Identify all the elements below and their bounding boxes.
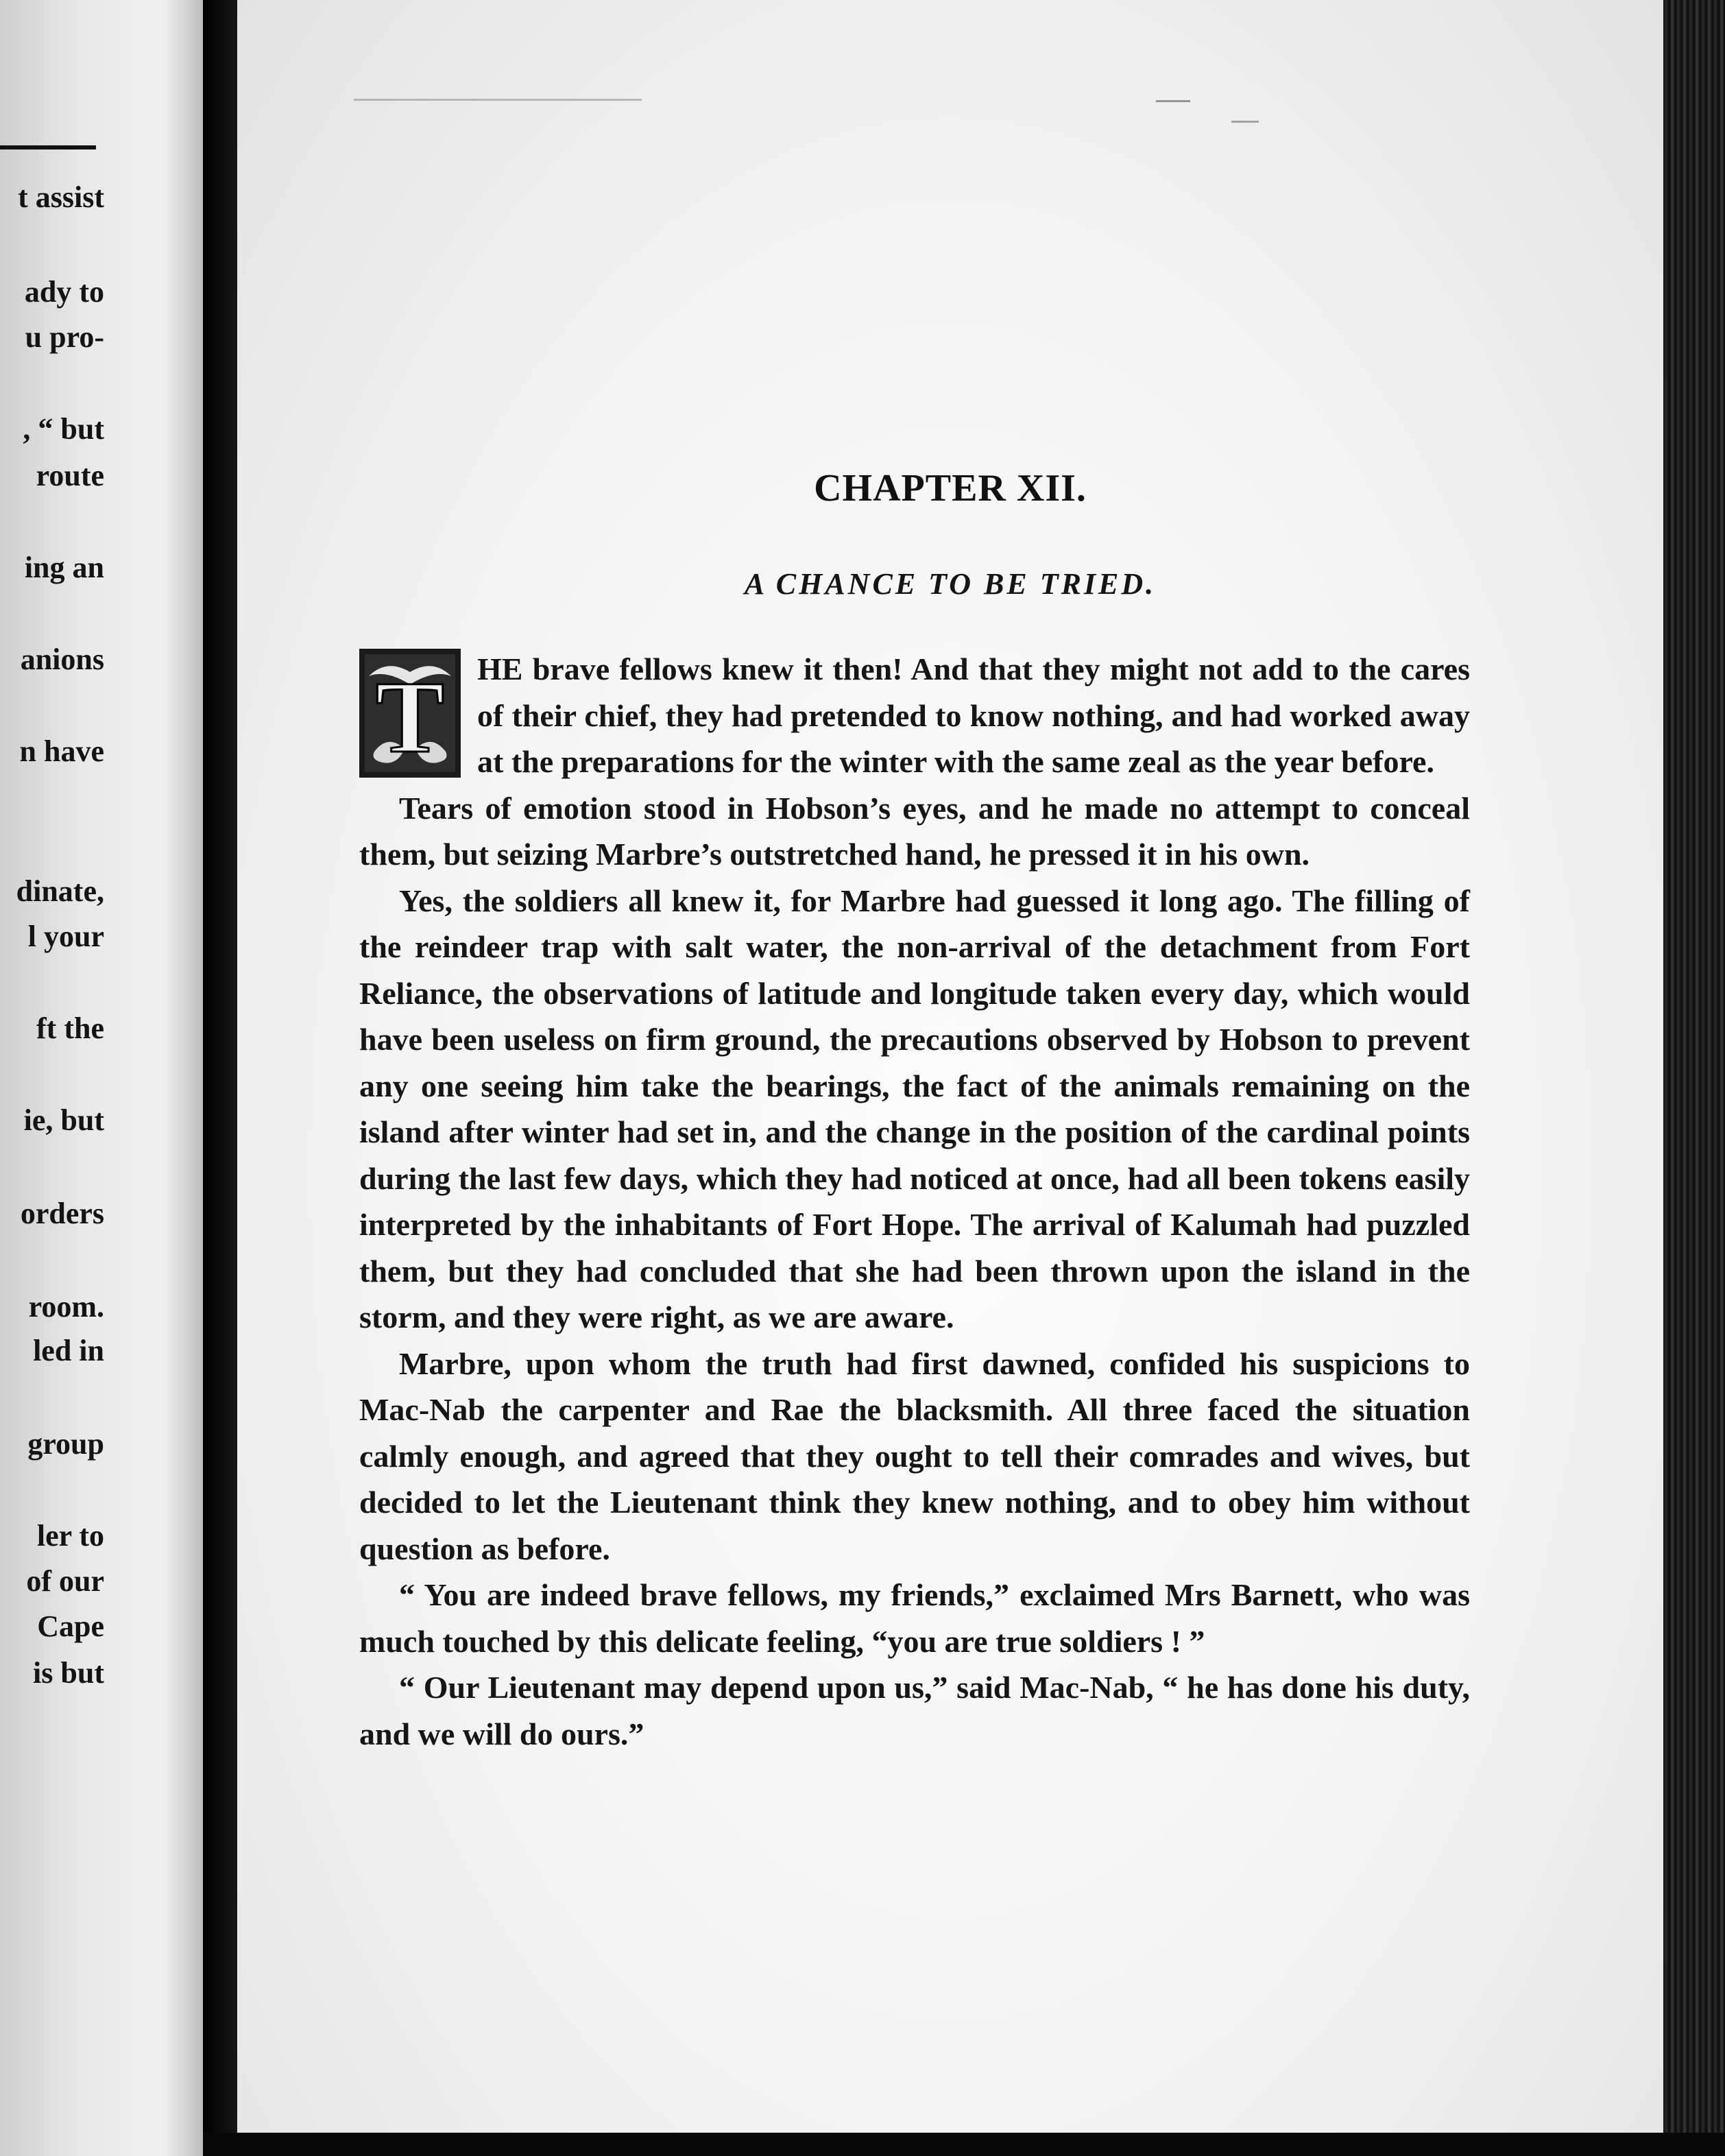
page-edge <box>1663 0 1725 2156</box>
left-page-fragment: u pro- <box>25 320 104 354</box>
svg-text:T: T <box>375 660 445 774</box>
page-bottom-edge <box>203 2133 1725 2156</box>
paragraph <box>359 646 1470 785</box>
left-page-fragment: of our <box>26 1564 104 1598</box>
left-page-fragment: Cape <box>37 1609 104 1643</box>
paragraph: Marbre, upon whom the truth had first dawned, confided his suspicions to Mac-Nab the carpenter and Rae the blacksmith. All three faced the situation calmly enough, and agreed that they ought to tell their comrades and wives, but decided to let the Lieutenant think they knew nothing, and to obey him without question as before. <box>359 1345 1470 1566</box>
left-page-rule <box>0 145 96 149</box>
left-page-fragment: l your <box>27 920 104 953</box>
left-page-fragment: room. <box>28 1290 104 1323</box>
left-page-fragment: ft the <box>36 1011 104 1045</box>
paragraph: “ You are indeed brave fellows, my friends,” exclaimed Mrs Barnett, who was much touched by this delicate feeling, “you are true soldiers ! ” <box>359 1577 1470 1659</box>
left-page-fragment: , “ but <box>23 412 104 446</box>
left-page <box>0 0 203 2156</box>
left-page-fragment: ing an <box>24 551 104 584</box>
left-page-fragment: n have <box>19 734 104 768</box>
left-page-fragment: is but <box>33 1656 104 1690</box>
chapter-subtitle: A CHANCE TO BE TRIED. <box>744 567 1157 601</box>
paragraph: Yes, the soldiers all knew it, for Marbre had guessed it long ago. The filling of the reindeer trap with salt water, the non-arrival of the detachment from Fort Reliance, the observations of latitude and longitude taken every day, which would have been useless on firm ground, the precautions observed by Hobson to prevent any one seeing him take the bearings, the fact of the animals remaining on the island after winter had set in, and the change in the position of the cardinal points during the last few days, which they had noticed at once, had all been tokens easily interpreted by the inhabitants of Fort Hope. The arrival of Kalumah had puzzled them, but they had concluded that she had been thrown upon the island in the storm, and they were right, as we are aware. <box>359 883 1470 1334</box>
left-page-fragment: ie, but <box>23 1103 104 1137</box>
chapter-heading: CHAPTER XII. <box>814 467 1087 510</box>
left-page-fragment: dinate, <box>16 874 104 908</box>
left-page-fragment: orders <box>20 1197 104 1230</box>
body-text <box>359 646 1470 1757</box>
left-page-fragment: ler to <box>36 1519 104 1553</box>
left-page-fragment: t assist <box>18 180 104 214</box>
left-page-fragment: route <box>36 459 104 492</box>
print-speck <box>1156 100 1190 102</box>
paragraph-text: HE brave fellows knew it then! And that they might not add to the cares of their chief, they had pretended to know nothing, and had worked away at the preparations for the winter with the same zeal as the year before. <box>477 651 1470 779</box>
print-speck <box>1231 121 1259 123</box>
left-page-fragment: ady to <box>24 275 104 309</box>
left-page-fragment: led in <box>33 1334 104 1367</box>
print-speck <box>354 99 642 101</box>
left-page-fragment: anions <box>20 643 104 676</box>
paragraph: Tears of emotion stood in Hobson’s eyes, and he made no attempt to conceal them, but seizing Marbre’s outstretched hand, he pressed it in his own. <box>359 790 1470 872</box>
paragraph: “ Our Lieutenant may depend upon us,” said Mac-Nab, “ he has done his duty, and we will do ours.” <box>359 1670 1470 1751</box>
gutter-shadow <box>203 0 237 2156</box>
ornamental-drop-cap-icon <box>359 649 461 778</box>
left-page-fragment: group <box>27 1427 104 1461</box>
